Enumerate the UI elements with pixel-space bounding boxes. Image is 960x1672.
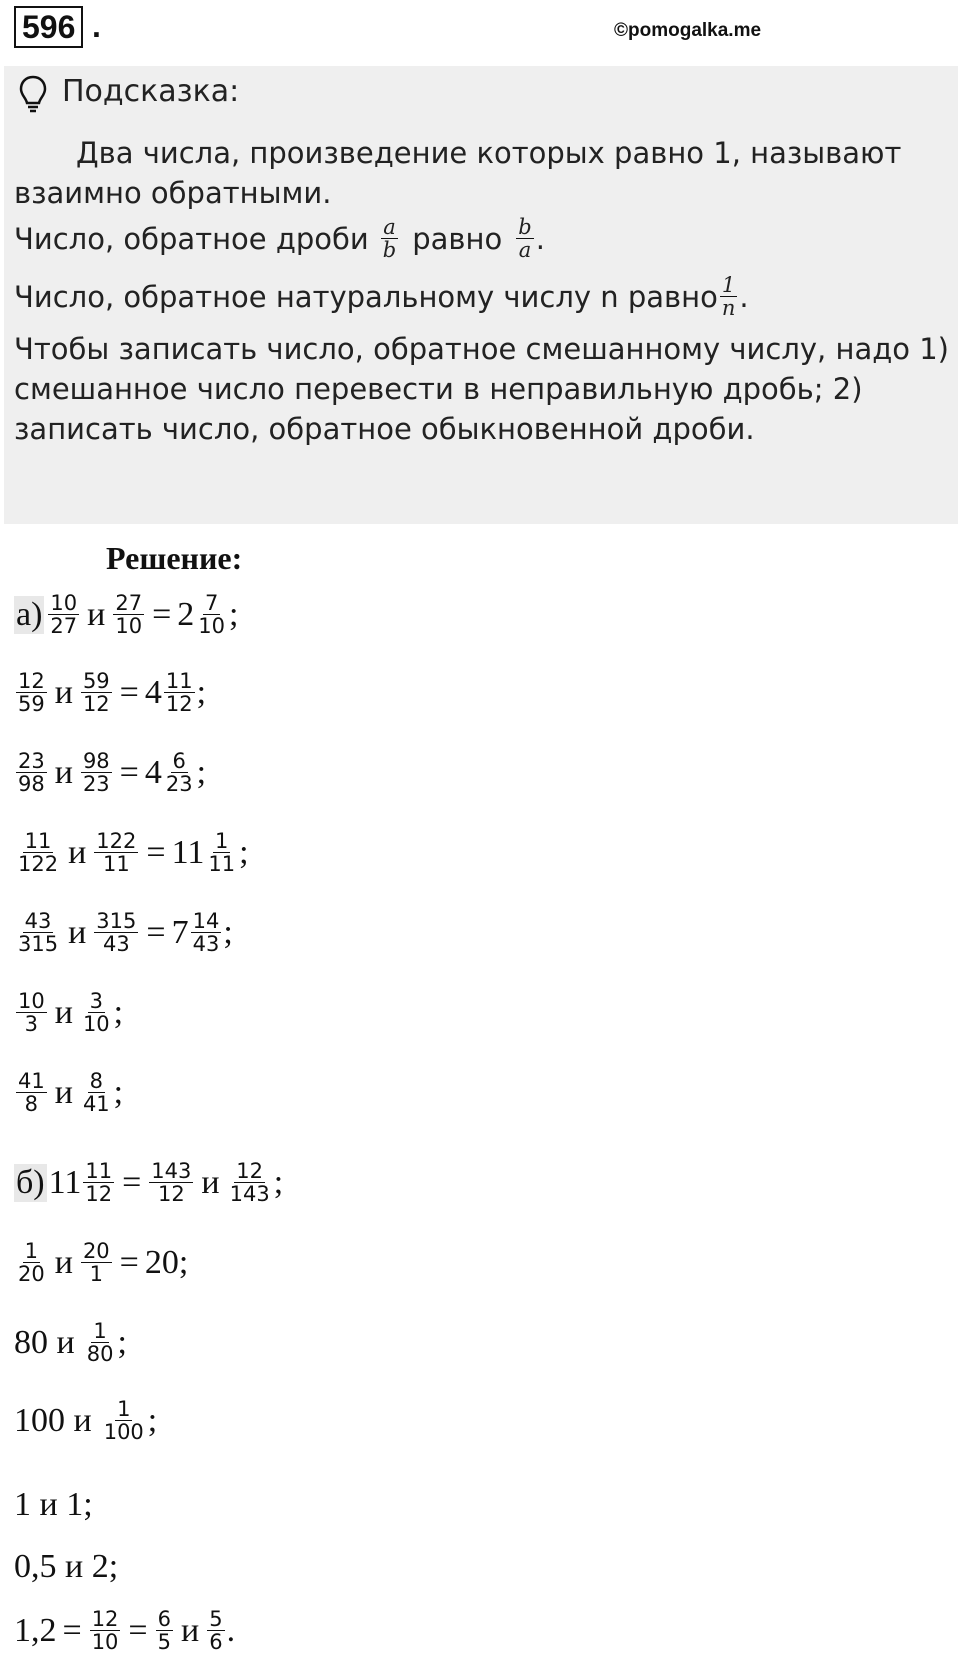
semicolon: ;: [273, 1163, 284, 1201]
fraction-numerator: 143: [151, 1159, 192, 1183]
hint-line-3-pre: Число, обратное дроби: [14, 221, 369, 256]
fraction: [85, 1320, 116, 1365]
solution-row-b3: [14, 1320, 127, 1365]
fraction-denominator: 12: [165, 692, 193, 717]
fraction: [81, 670, 112, 715]
fraction-numerator: b: [518, 215, 532, 239]
fraction-denominator: 27: [50, 614, 78, 639]
fraction: [16, 830, 60, 875]
fraction-denominator: 10: [115, 614, 143, 639]
site-watermark: ©pomogalka.me: [614, 20, 762, 41]
fraction-denominator: 10: [91, 1630, 119, 1655]
part-label-b: б): [16, 1163, 45, 1201]
solution-title: Решение:: [106, 540, 243, 576]
equals-sign: =: [62, 1611, 82, 1649]
fraction-numerator: 1: [24, 1239, 39, 1263]
row-left-text: 80 и: [14, 1323, 75, 1361]
fraction-numerator: 41: [18, 1069, 45, 1093]
fraction: [113, 592, 144, 637]
solution-row-b6: [14, 1548, 118, 1586]
fraction-denominator: 315: [18, 932, 59, 957]
equals-sign: =: [146, 913, 166, 951]
and-word: и: [68, 833, 87, 871]
fraction-denominator: 122: [18, 852, 59, 877]
solution-row-a6: [14, 990, 123, 1035]
fraction-denominator: 12: [82, 692, 110, 717]
fraction-numerator: 5: [209, 1607, 223, 1631]
fraction: [102, 1398, 146, 1443]
fraction-numerator: 11: [24, 829, 52, 853]
fraction-numerator: 59: [82, 669, 110, 693]
hint-title: Подсказка:: [62, 74, 240, 109]
fraction-denominator: 100: [103, 1420, 144, 1445]
equals-sign: =: [119, 1243, 139, 1281]
fraction-numerator: 1: [93, 1319, 107, 1343]
fraction-numerator: 6: [172, 749, 186, 773]
row-text: 1 и 1;: [14, 1486, 93, 1523]
fraction: [94, 830, 138, 875]
and-word: и: [201, 1163, 220, 1201]
fraction: [94, 910, 138, 955]
mixed-number: [145, 670, 197, 715]
fraction-numerator: 12: [236, 1159, 263, 1183]
fraction-numerator: 20: [82, 1239, 110, 1263]
fraction-numerator: 6: [157, 1607, 171, 1631]
fraction: [207, 1608, 224, 1653]
semicolon: ;: [178, 1243, 189, 1281]
fraction: [83, 1160, 114, 1205]
and-word: и: [54, 753, 73, 791]
equals-sign: =: [119, 753, 139, 791]
fraction: [191, 910, 222, 955]
fraction: [81, 750, 112, 795]
fraction: [16, 670, 47, 715]
fraction-numerator: 1: [721, 273, 736, 297]
hint-line-1: Два числа, произведение которых равно 1, называют: [76, 136, 902, 170]
fraction: [48, 592, 79, 637]
semicolon: ;: [196, 673, 207, 711]
fraction-denominator: 10: [82, 1012, 110, 1037]
mixed-whole: 7: [171, 913, 189, 951]
problem-number: 596: [14, 6, 83, 48]
fraction-denominator: 59: [18, 692, 45, 717]
fraction: [196, 592, 227, 637]
problem-number-dot: .: [92, 8, 101, 44]
mixed-number: [172, 830, 239, 875]
result-value: 20: [144, 1243, 179, 1281]
equals-sign: =: [122, 1163, 142, 1201]
fraction-numerator: 7: [204, 591, 219, 615]
period: .: [739, 279, 749, 314]
hint-box: [4, 66, 958, 524]
solution-row-a5: [14, 910, 233, 955]
mixed-number: [177, 592, 229, 637]
semicolon: ;: [196, 753, 207, 791]
hint-line-3: [14, 216, 545, 261]
fraction-denominator: 8: [24, 1092, 39, 1117]
fraction: [156, 1608, 173, 1653]
fraction-denominator: 5: [157, 1630, 171, 1655]
fraction: [164, 670, 195, 715]
period: .: [226, 1611, 236, 1649]
semicolon: ;: [147, 1401, 158, 1439]
mixed-number: [49, 1160, 116, 1205]
fraction-1-over-n: [720, 274, 738, 319]
mixed-whole: 11: [48, 1163, 82, 1201]
solution-row-a2: [14, 670, 206, 715]
fraction-numerator: 10: [50, 591, 78, 615]
fraction-numerator: 11: [165, 669, 193, 693]
fraction: [81, 1240, 112, 1285]
fraction: [149, 1160, 193, 1205]
fraction: [81, 1070, 112, 1115]
fraction: [16, 1070, 47, 1115]
fraction: [16, 1240, 47, 1285]
fraction: [90, 1608, 121, 1653]
fraction-numerator: 12: [18, 669, 45, 693]
equals-sign: =: [146, 833, 166, 871]
period: .: [535, 221, 545, 256]
fraction-numerator: 1: [117, 1397, 131, 1421]
solution-row-a1: [14, 592, 238, 637]
fraction-numerator: 8: [89, 1069, 103, 1093]
semicolon: ;: [113, 1073, 124, 1111]
fraction-denominator: 10: [198, 614, 226, 639]
fraction-numerator: 14: [192, 909, 220, 933]
fraction-numerator: 315: [96, 909, 137, 933]
fraction-denominator: 80: [86, 1342, 114, 1367]
fraction-numerator: 12: [91, 1607, 119, 1631]
fraction: [16, 910, 60, 955]
row-left-text: 100 и: [14, 1401, 92, 1439]
semicolon: ;: [117, 1323, 127, 1361]
fraction-b-over-a: [516, 216, 533, 261]
hint-line-7: записать число, обратное обыкновенной дроби.: [14, 412, 755, 446]
fraction-denominator: 12: [85, 1182, 113, 1207]
fraction: [16, 750, 47, 795]
solution-row-a4: [14, 830, 249, 875]
fraction-denominator: 41: [82, 1092, 110, 1117]
fraction-denominator: 43: [102, 932, 130, 957]
hint-line-4-pre: Число, обратное натуральному числу n равно: [14, 279, 718, 314]
fraction-denominator: 11: [102, 852, 130, 877]
fraction-denominator: 12: [157, 1182, 185, 1207]
fraction-numerator: a: [383, 215, 396, 239]
fraction-denominator: b: [382, 238, 397, 263]
solution-row-b2: [14, 1240, 188, 1285]
fraction: [206, 830, 237, 875]
fraction-denominator: 6: [209, 1630, 223, 1655]
row-left-text: 1,2: [14, 1611, 57, 1649]
mixed-whole: 4: [144, 753, 162, 791]
fraction-numerator: 10: [18, 989, 45, 1013]
solution-row-a3: [14, 750, 206, 795]
semicolon: ;: [239, 833, 249, 871]
fraction-denominator: 11: [208, 852, 236, 877]
mixed-whole: 4: [144, 673, 162, 711]
fraction: [16, 990, 47, 1035]
fraction-denominator: 23: [82, 772, 110, 797]
fraction-denominator: 143: [229, 1182, 270, 1207]
fraction-numerator: 43: [24, 909, 52, 933]
and-word: и: [180, 1611, 200, 1649]
solution-row-b7: [14, 1608, 235, 1653]
fraction: [164, 750, 195, 795]
and-word: и: [54, 673, 73, 711]
mixed-whole: 2: [177, 595, 195, 633]
fraction: [228, 1160, 272, 1205]
fraction: [81, 990, 112, 1035]
hint-line-2: взаимно обратными.: [14, 176, 332, 210]
fraction-denominator: 23: [165, 772, 193, 797]
row-text: 0,5 и 2;: [14, 1548, 119, 1585]
fraction-a-over-b: [381, 216, 398, 261]
hint-line-3-mid: равно: [412, 221, 503, 256]
fraction-denominator: 1: [89, 1262, 103, 1287]
equals-sign: =: [128, 1611, 148, 1649]
equals-sign: =: [119, 673, 139, 711]
and-word: и: [54, 1243, 73, 1281]
solution-row-b1: [14, 1160, 283, 1205]
solution-row-b5: [14, 1486, 93, 1524]
fraction-denominator: a: [518, 238, 532, 263]
fraction-denominator: n: [721, 296, 736, 321]
hint-line-4: [14, 274, 749, 319]
solution-row-b4: [14, 1398, 157, 1443]
semicolon: ;: [113, 993, 124, 1031]
fraction-numerator: 1: [215, 829, 229, 853]
fraction-denominator: 98: [18, 772, 45, 797]
mixed-number: [172, 910, 224, 955]
part-label-a: а): [16, 595, 43, 633]
fraction-denominator: 43: [192, 932, 220, 957]
fraction-numerator: 3: [89, 989, 103, 1013]
fraction-denominator: 20: [18, 1262, 45, 1287]
fraction-numerator: 27: [115, 591, 143, 615]
equals-sign: =: [152, 595, 172, 633]
fraction-numerator: 98: [82, 749, 110, 773]
fraction-denominator: 3: [24, 1012, 39, 1037]
lightbulb-icon: [18, 74, 48, 114]
fraction-numerator: 11: [85, 1159, 113, 1183]
and-word: и: [87, 595, 106, 633]
hint-line-5: Чтобы записать число, обратное смешанному числу, надо 1): [14, 332, 949, 366]
semicolon: ;: [229, 595, 239, 633]
and-word: и: [54, 1073, 73, 1111]
mixed-whole: 11: [171, 833, 205, 871]
and-word: и: [54, 993, 73, 1031]
and-word: и: [68, 913, 87, 951]
semicolon: ;: [223, 913, 233, 951]
mixed-number: [145, 750, 197, 795]
hint-line-6: смешанное число перевести в неправильную дробь; 2): [14, 372, 863, 406]
fraction-numerator: 122: [96, 829, 137, 853]
solution-row-a7: [14, 1070, 123, 1115]
fraction-numerator: 23: [18, 749, 45, 773]
